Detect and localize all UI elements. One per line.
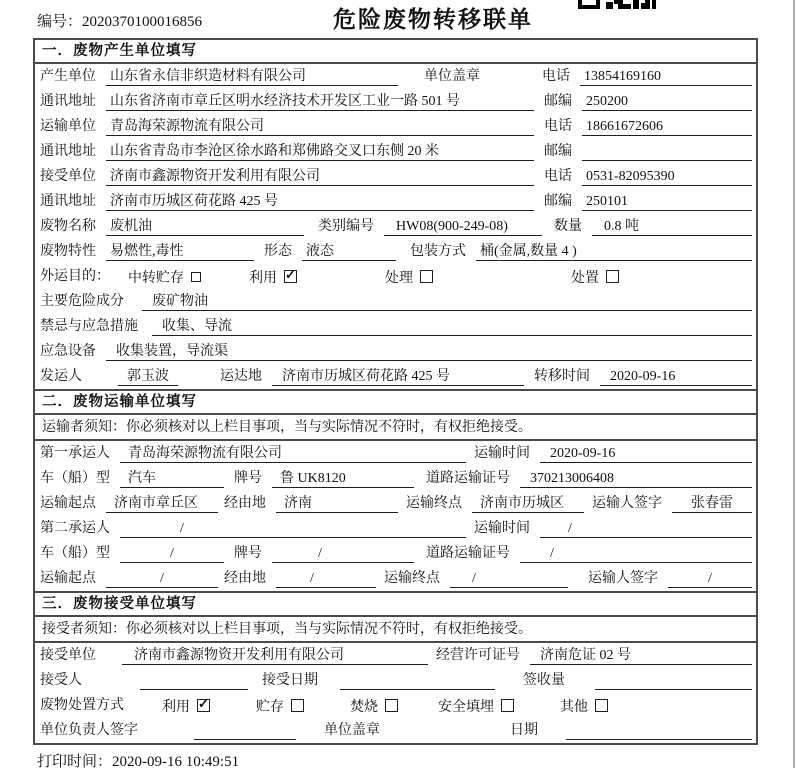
serial-value: 2020370100016856 (82, 14, 203, 30)
dispose-checkbox-icon (606, 270, 619, 283)
zip1-label: 邮编 (544, 94, 572, 109)
origin2-label: 运输起点 (40, 571, 96, 586)
permit-value: 济南危证 02 号 (530, 646, 752, 665)
accept-unit-label: 接受单位 (40, 648, 96, 663)
accept-unit-value: 济南市鑫源物资开发利用有限公司 (122, 646, 428, 665)
quantity-label: 数量 (554, 219, 582, 234)
disposal-landfill-checkbox-icon (501, 699, 514, 712)
zip3-label: 邮编 (544, 194, 572, 209)
print-time-label: 打印时间： (37, 754, 113, 768)
acceptor-row (35, 668, 756, 693)
time2-label: 运输时间 (474, 521, 530, 536)
via1-label: 经由地 (224, 496, 266, 511)
treat-checkbox-icon (420, 270, 433, 283)
shipper-row (35, 364, 756, 389)
disposal-opt1-label: 利用 (162, 699, 190, 715)
carrier2-label: 第二承运人 (40, 521, 110, 536)
form-value: 液态 (302, 242, 396, 261)
receiver-row (35, 164, 756, 189)
section3-title: 三．废物接受单位填写 (35, 593, 756, 617)
received-qty-label: 签收量 (523, 673, 565, 688)
head-sign-label: 单位负责人签字 (40, 723, 138, 738)
via2-label: 经由地 (224, 571, 266, 586)
section-transport (35, 389, 756, 591)
end2-value: / (450, 569, 568, 588)
category-label: 类别编号 (318, 219, 374, 234)
section-producer (35, 40, 756, 389)
disposal-row (35, 693, 756, 718)
waste-name-label: 废物名称 (40, 219, 96, 234)
license1-value: 370213006408 (520, 469, 752, 488)
phone2-value: 18661672606 (582, 117, 752, 136)
page-title: 危险废物转移联单 (333, 7, 533, 32)
zip3-value: 250101 (582, 192, 752, 211)
phone2-label: 电话 (544, 119, 572, 134)
disposal-option-incinerate (350, 696, 398, 716)
zip1-value: 250200 (582, 92, 752, 111)
disposal-opt5-label: 其他 (560, 699, 588, 715)
second-route-row (35, 566, 756, 591)
phone3-value: 0531-82095390 (582, 167, 752, 186)
receiver-address-row (35, 189, 756, 214)
origin1-label: 运输起点 (40, 496, 96, 511)
print-time (37, 750, 239, 768)
print-time-value: 2020-09-16 10:49:51 (112, 754, 240, 768)
section-receiver (35, 591, 756, 743)
vehicle1-label: 车（船）型 (40, 471, 110, 486)
equipment-value: 收集装置，导流渠 (106, 342, 752, 361)
purpose-option-treat (385, 267, 433, 287)
unit-seal2-label: 单位盖章 (324, 723, 380, 738)
equipment-row (35, 339, 756, 364)
addr1-value: 山东省济南市章丘区明水经济技术开发区工业一路 501 号 (106, 92, 534, 111)
received-qty-value (595, 671, 752, 690)
addr2-value: 山东省青岛市李沧区徐水路和郑佛路交叉口东侧 20 米 (106, 142, 534, 161)
plate1-value: 鲁 UK8120 (272, 469, 414, 488)
purpose-opt3-label: 处理 (385, 270, 413, 286)
carrier1-label: 第一承运人 (40, 446, 110, 461)
packing-label: 包装方式 (410, 244, 466, 259)
accept-date-label: 接受日期 (262, 673, 318, 688)
plate1-label: 牌号 (234, 471, 262, 486)
hazard-value: 废矿物油 (142, 292, 752, 311)
zip2-value (582, 142, 752, 161)
disposal-incinerate-checkbox-icon (385, 699, 398, 712)
taboo-row (35, 314, 756, 339)
addr3-label: 通讯地址 (40, 194, 96, 209)
receiver-value: 济南市鑫源物资开发利用有限公司 (106, 167, 534, 186)
time2-value: / (540, 519, 752, 538)
sign1-value: 张春雷 (672, 494, 752, 513)
waste-name-value: 废机油 (106, 217, 304, 236)
time1-label: 运输时间 (474, 446, 530, 461)
accept-date-value (340, 671, 495, 690)
receiver-notice: 接受者须知：你必须核对以上栏目事项，当与实际情况不符时，有权拒绝接受。 (35, 617, 756, 643)
disposal-option-other (560, 696, 608, 716)
transporter-row (35, 114, 756, 139)
second-carrier-row (35, 516, 756, 541)
zip2-label: 邮编 (544, 144, 572, 159)
waste-name-row (35, 214, 756, 239)
date-value (566, 721, 752, 740)
disposal-label: 废物处置方式 (40, 698, 124, 713)
end1-label: 运输终点 (406, 496, 462, 511)
producer-row (35, 64, 756, 89)
transporter-address-row (35, 139, 756, 164)
via2-value: / (276, 569, 376, 588)
trait-value: 易燃性,毒性 (106, 242, 254, 261)
equipment-label: 应急设备 (40, 344, 96, 359)
date-label: 日期 (510, 723, 538, 738)
addr1-label: 通讯地址 (40, 94, 96, 109)
plate2-value: / (272, 544, 414, 563)
purpose-opt4-label: 处置 (571, 270, 599, 286)
packing-value: 桶(金属,数量 4 ) (476, 242, 752, 261)
end1-value: 济南市历城区 (472, 494, 584, 513)
receiver-label: 接受单位 (40, 169, 96, 184)
vehicle2-value: / (120, 544, 224, 563)
category-value: HW08(900-249-08) (384, 217, 542, 236)
first-carrier-row (35, 441, 756, 466)
destination-label: 运达地 (220, 369, 262, 384)
sign1-label: 运输人签字 (592, 496, 662, 511)
trait-label: 废物特性 (40, 244, 96, 259)
phone3-label: 电话 (544, 169, 572, 184)
purpose-row (35, 264, 756, 289)
disposal-option-landfill (438, 696, 514, 716)
accept-unit-row (35, 643, 756, 668)
destination-value: 济南市历城区荷花路 425 号 (272, 367, 524, 386)
head-sign-value (194, 721, 296, 740)
producer-unit-label: 产生单位 (40, 69, 96, 84)
manifest-table (33, 38, 758, 745)
time1-value: 2020-09-16 (540, 444, 752, 463)
plate2-label: 牌号 (234, 546, 262, 561)
first-route-row (35, 491, 756, 516)
disposal-opt2-label: 贮存 (256, 699, 284, 715)
shipper-label: 发运人 (40, 369, 82, 384)
acceptor-value (140, 671, 248, 690)
disposal-opt4-label: 安全填埋 (438, 699, 494, 715)
quantity-value: 0.8 吨 (592, 217, 752, 236)
section1-title: 一．废物产生单位填写 (35, 40, 756, 64)
transporter-label: 运输单位 (40, 119, 96, 134)
vehicle2-label: 车（船）型 (40, 546, 110, 561)
taboo-value: 收集、导流 (152, 317, 752, 336)
utilize-checkbox-icon (284, 270, 297, 283)
producer-address-row (35, 89, 756, 114)
purpose-option-dispose (571, 267, 619, 287)
transfer-time-label: 转移时间 (534, 369, 590, 384)
addr3-value: 济南市历城区荷花路 425 号 (106, 192, 534, 211)
license2-label: 道路运输证号 (426, 546, 510, 561)
purpose-opt2-label: 利用 (249, 270, 277, 286)
disposal-option-storage (256, 696, 304, 716)
carrier2-value: / (120, 519, 466, 538)
transfer-storage-checkbox-icon (191, 272, 201, 282)
transporter-notice: 运输者须知：你必须核对以上栏目事项，当与实际情况不符时，有权拒绝接受。 (35, 415, 756, 441)
origin1-value: 济南市章丘区 (106, 494, 218, 513)
via1-value: 济南 (276, 494, 398, 513)
disposal-option-utilize (162, 696, 210, 716)
acceptor-label: 接受人 (40, 673, 82, 688)
first-vehicle-row (35, 466, 756, 491)
purpose-opt1-label: 中转贮存 (128, 270, 184, 286)
carrier1-value: 青岛海荣源物流有限公司 (120, 444, 466, 463)
phone1-label: 电话 (542, 69, 570, 84)
addr2-label: 通讯地址 (40, 144, 96, 159)
hazard-label: 主要危险成分 (40, 294, 124, 309)
end2-label: 运输终点 (384, 571, 440, 586)
phone1-value: 13854169160 (580, 67, 752, 86)
second-vehicle-row (35, 541, 756, 566)
purpose-option-transfer-storage (128, 267, 201, 287)
producer-unit-value: 山东省永信非织造材料有限公司 (106, 67, 398, 86)
page-edge-line (793, 0, 795, 768)
form-label: 形态 (264, 244, 292, 259)
license2-value: / (520, 544, 752, 563)
permit-label: 经营许可证号 (436, 648, 520, 663)
purpose-label: 外运目的： (40, 269, 110, 284)
unit-seal-label: 单位盖章 (424, 69, 480, 84)
serial-label: 编号： (37, 14, 83, 30)
taboo-label: 禁忌与应急措施 (40, 319, 138, 334)
shipper-value: 郭玉波 (118, 367, 178, 386)
sign2-label: 运输人签字 (588, 571, 658, 586)
disposal-opt3-label: 焚烧 (350, 699, 378, 715)
hazard-row (35, 289, 756, 314)
purpose-option-utilize (249, 267, 297, 287)
origin2-value: / (106, 569, 218, 588)
transfer-time-value: 2020-09-16 (600, 367, 752, 386)
license1-label: 道路运输证号 (426, 471, 510, 486)
disposal-utilize-checkbox-icon (197, 699, 210, 712)
transporter-value: 青岛海荣源物流有限公司 (106, 117, 534, 136)
waste-trait-row (35, 239, 756, 264)
disposal-storage-checkbox-icon (291, 699, 304, 712)
section2-title: 二．废物运输单位填写 (35, 391, 756, 415)
head-sign-row (35, 718, 756, 743)
vehicle1-value: 汽车 (120, 469, 224, 488)
sign2-value: / (668, 569, 752, 588)
disposal-other-checkbox-icon (595, 699, 608, 712)
qr-code-fragment (578, 0, 656, 9)
